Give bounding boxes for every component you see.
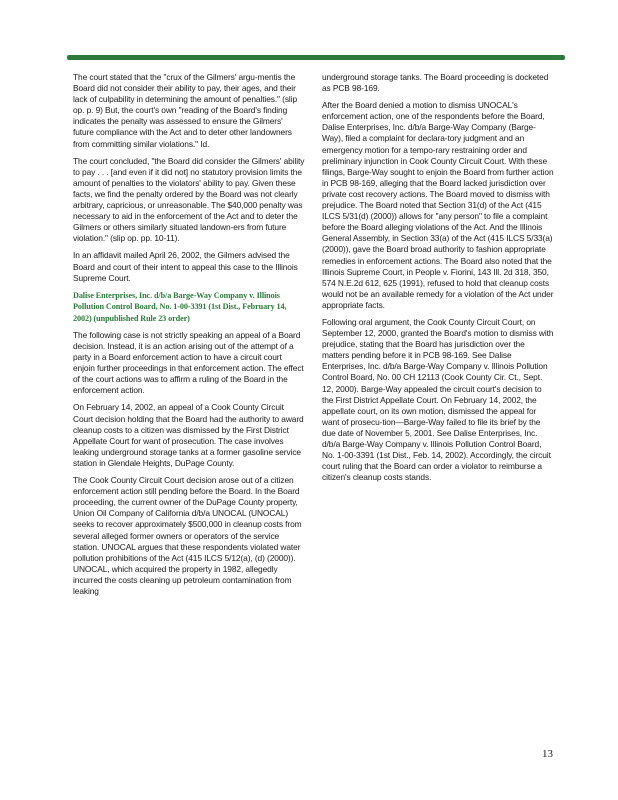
paragraph: The following case is not strictly speaking an appeal of a Board decision. Instead, it is an action arising out of the attempt of a party in a Board enforcement action to have a circuit court enjoin further proceedings in that enforcement action. The effect of the court actions was to affirm a ruling of the Board in the enforcement action. xyxy=(73,329,304,396)
left-column xyxy=(73,72,305,603)
right-column xyxy=(322,72,554,489)
paragraph: Following oral argument, the Cook County Circuit Court, on September 12, 2000, granted the Board's motion to dismiss with prejudice, stating that the Board has jurisdiction over the matters pending before it in PCB 98-169. See Dalise Enterprises, Inc. d/b/a Barge-Way Company v. Illinois Pollution Control Board, No. 00 CH 12113 (Cook County Cir. Ct., Sept. 12, 2000). Barge-Way appealed the circuit court's decision to the First District Appellate Court. On February 14, 2002, the appellate court, on its own motion, dismissed the appeal for want of prosecu-tion—Barge-Way failed to file its brief by the due date of November 5, 2001. See Dalise Enterprises, Inc. d/b/a Barge-Way Company v. Illinois Pollution Control Board, No. 1-00-3391 (1st Dist., Feb. 14, 2002). Accordingly, the circuit court ruling that the Board can order a violator to reimburse a citizen's cleanup costs stands. xyxy=(322,316,554,483)
paragraph: The court concluded, "the Board did consider the Gilmers' ability to pay . . . [and even if it did not] no statutory provision limits the amount of penalties to the violators' ability to pay. Given these facts, we find the penalty ordered by the Board was not clearly arbitrary, capricious, or unreasonable. The $40,000 penalty was necessary to aid in the enforcement of the Act and to deter the Gilmers or others similarly situated landown-ers from future violation." (slip op. pp. 10-11). xyxy=(73,155,305,244)
header-rule xyxy=(67,55,565,60)
case-caption: Dalise Enterprises, Inc. d/b/a Barge-Way Company v. Illinois Pollution Control Board, No. 1-00-3391 (1st Dist., February 14, 2002) (unpublished Rule 23 order) xyxy=(73,290,287,323)
paragraph: After the Board denied a motion to dismiss UNOCAL's enforcement action, one of the respondents before the Board, Dalise Enterprises, Inc. d/b/a Barge-Way Company (Barge-Way), filed a complaint for declara-tory judgment and an emergency motion for a tempo-rary restraining order and preliminary injunction in Cook County Circuit Court. With these filings, Barge-Way sought to enjoin the Board from further action in PCB 98-169, alleging that the Board lacked jurisdiction over private cost recovery actions. The Board moved to dismiss with prejudice. The Board noted that Section 31(d) of the Act (415 ILCS 5/31(d) (2000)) allows for "any person" to file a complaint before the Board alleging violations of the Act. And the Illinois General Assembly, in Section 33(a) of the Act (415 ILCS 5/33(a) (2000)), gave the Board broad authority to fashion appropriate remedies in enforcement actions. The Board also noted that the Illinois Supreme Court, in People v. Fiorini, 143 Ill. 2d 318, 350, 574 N.E.2d 612, 625 (1991), refused to hold that cleanup costs would not be an available remedy for a violation of the Act under appropriate facts. xyxy=(322,100,554,310)
paragraph: The court stated that the "crux of the Gilmers' argu-mentis the Board did not consider their ability to pay, their ages, and their lack of culpability in determining the amount of penalties." (slip op. p. 9) But, the court's own "reading of the Board's finding indicates the penalty was assessed to ensure the Gilmers' future compliance with the Act and to deter other landowners from committing similar violations." Id. xyxy=(73,72,298,149)
paragraph: The Cook County Circuit Court decision arose out of a citizen enforcement action still pending before the Board. In the Board proceeding, the current owner of the DuPage County property, Union Oil Company of California d/b/a UNOCAL (UNOCAL) seeks to recover approximately $500,000 in cleanup costs from several alleged former owners or operators of the service station. UNOCAL argues that these respondents violated water pollution prohibitions of the Act (415 ILCS 5/12(a), (d) (2000)). UNOCAL, which acquired the property in 1982, allegedly incurred the costs cleaning up petroleum contamination from leaking xyxy=(73,475,302,596)
page-number: 13 xyxy=(542,748,553,760)
paragraph: underground storage tanks. The Board proceeding is docketed as PCB 98-169. xyxy=(322,72,549,94)
paragraph: On February 14, 2002, an appeal of a Cook County Circuit Court decision holding that the Board had the authority to award cleanup costs to a citizen was dismissed by the First District Appellate Court for want of prosecution. The case involves leaking underground storage tanks at a former gasoline service station in Glendale Heights, DuPage County. xyxy=(73,402,304,468)
paragraph: In an affidavit mailed April 26, 2002, the Gilmers advised the Board and court of their intent to appeal this case to the Illinois Supreme Court. xyxy=(73,250,298,283)
